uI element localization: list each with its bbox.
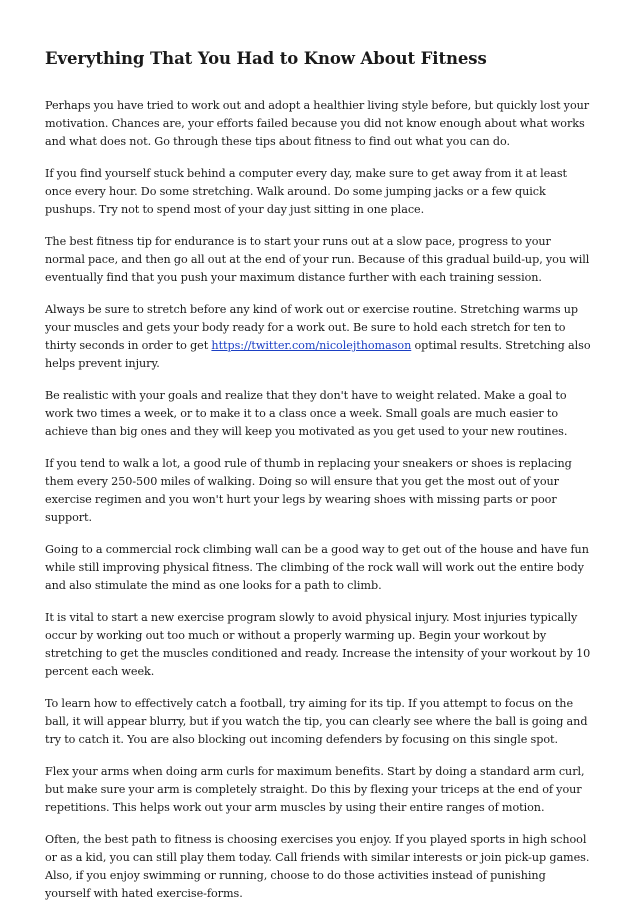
paragraph-11: Often, the best path to fitness is choosing exercises you enjoy. If you played sports in high school or as a kid, you can still play them today. Call friends with similar interests or join pick-up games. Also, if you enjoy swimming or running, choose to do those activities instead of punishing yourself with hated exercise-forms.	[45, 833, 590, 900]
document-title: Everything That You Had to Know About Fitness	[45, 49, 487, 68]
paragraph-3: The best fitness tip for endurance is to start your runs out at a slow pace, progress to your normal pace, and then go all out at the end of your run. Because of this gradual build-up, you will eventually find that you push your maximum distance further with each training session.	[45, 235, 590, 284]
twitter-link[interactable]: https://twitter.com/nicolejthomason	[211, 339, 412, 352]
paragraph-4-text-after: optimal results. Stretching also helps prevent injury.	[45, 339, 591, 370]
document-page	[45, 48, 593, 917]
paragraph-1: Perhaps you have tried to work out and adopt a healthier living style before, but quickly lost your motivation. Chances are, your efforts failed because you did not know enough about what works and what does not. Go through these tips about fitness to find out what you can do.	[45, 99, 590, 148]
paragraph-2: If you find yourself stuck behind a computer every day, make sure to get away from it at least once every hour. Do some stretching. Walk around. Do some jumping jacks or a few quick pushups. Try not to spend most of your day just sitting in one place.	[45, 167, 568, 216]
paragraph-4	[45, 301, 593, 373]
paragraph-5: Be realistic with your goals and realize that they don't have to weight related. Make a goal to work two times a week, or to make it to a class once a week. Small goals are much easier to achieve than big ones and they will keep you motivated as you get used to your new routines.	[45, 389, 568, 438]
paragraph-9: To learn how to effectively catch a football, try aiming for its tip. If you attempt to focus on the ball, it will appear blurry, but if you watch the tip, you can clearly see where the ball is going and try to catch it. You are also blocking out incoming defenders by focusing on this single spot.	[45, 697, 588, 746]
paragraph-4-text-before: Always be sure to stretch before any kind of work out or exercise routine. Stretching warms up your muscles and gets your body ready for a work out. Be sure to hold each stretch for ten to thirty seconds in order to get	[45, 303, 579, 352]
paragraph-6: If you tend to walk a lot, a good rule of thumb in replacing your sneakers or shoes is replacing them every 250-500 miles of walking. Doing so will ensure that you get the most out of your exercise regimen and you won't hurt your legs by wearing shoes with missing parts or poor support.	[45, 457, 572, 524]
paragraph-7: Going to a commercial rock climbing wall can be a good way to get out of the house and have fun while still improving physical fitness. The climbing of the rock wall will work out the entire body and also stimulate the mind as one looks for a path to climb.	[45, 543, 589, 592]
paragraph-8: It is vital to start a new exercise program slowly to avoid physical injury. Most injuries typically occur by working out too much or without a properly warming up. Begin your workout by stretching to get the muscles conditioned and ready. Increase the intensity of your workout by 10 percent each week.	[45, 611, 591, 678]
paragraph-10: Flex your arms when doing arm curls for maximum benefits. Start by doing a standard arm curl, but make sure your arm is completely straight. Do this by flexing your triceps at the end of your repetitions. This helps work out your arm muscles by using their entire ranges of motion.	[45, 765, 585, 814]
